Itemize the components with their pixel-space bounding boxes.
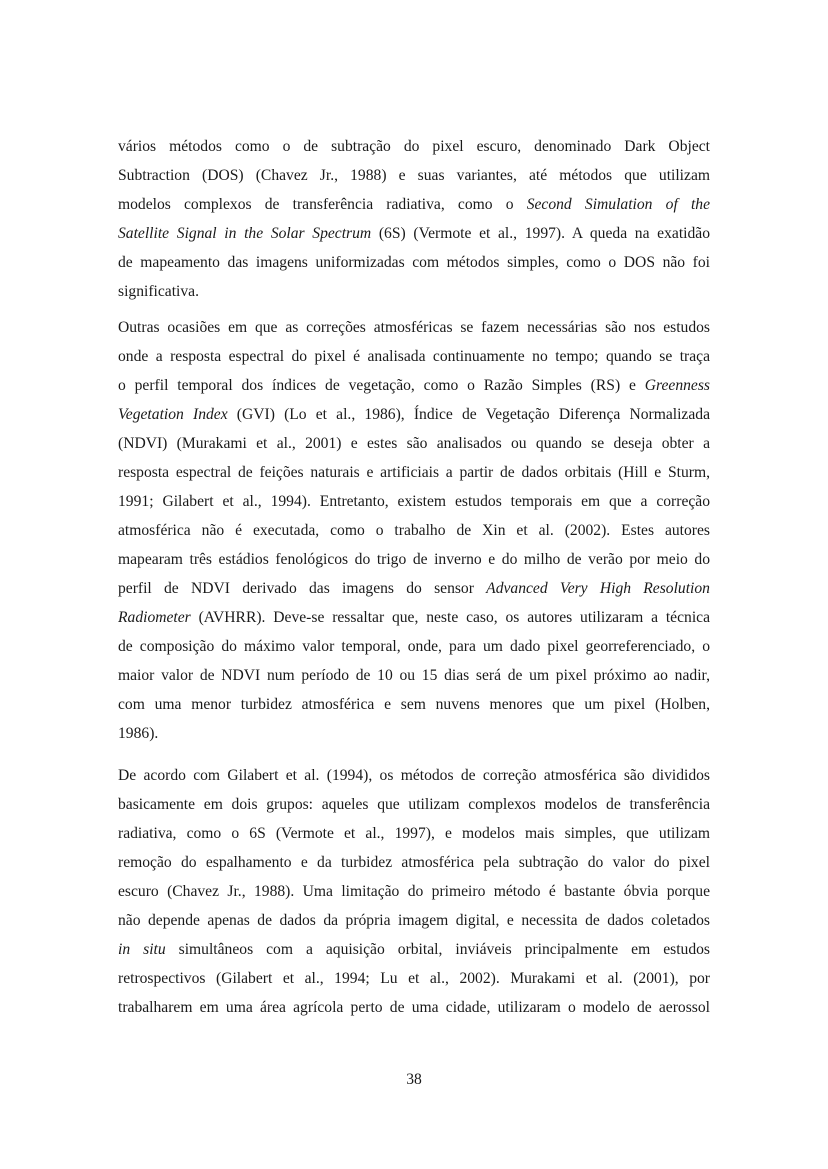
text-segment: 1986).: [118, 725, 159, 742]
italic-text: Second Simulation of the: [526, 196, 710, 213]
text-segment: (AVHRR). Deve-se ressaltar que, neste caso, os autores utilizaram a técnica: [190, 609, 710, 626]
text-segment: radiativa, como o 6S (Vermote et al., 1997), e modelos mais simples, que utilizam: [118, 825, 710, 842]
text-segment: trabalharem em uma área agrícola perto de uma cidade, utilizaram o modelo de aerossol: [118, 999, 710, 1016]
text-segment: resposta espectral de feições naturais e artificiais a partir de dados orbitais (Hill e Sturm,: [118, 464, 710, 481]
text-segment: não depende apenas de dados da própria imagem digital, e necessita de dados coletados: [118, 912, 710, 929]
text-line: [118, 993, 710, 1022]
text-segment: mapearam três estádios fenológicos do trigo de inverno e do milho de verão por meio do: [118, 551, 710, 568]
text-line: [118, 516, 710, 545]
text-line: [118, 219, 710, 248]
text-segment: de composição do máximo valor temporal, onde, para um dado pixel georreferenciado, o: [118, 638, 710, 655]
text-segment: De acordo com Gilabert et al. (1994), os métodos de correção atmosférica são divididos: [118, 767, 710, 784]
text-segment: onde a resposta espectral do pixel é analisada continuamente no tempo; quando se traça: [118, 348, 710, 365]
text-segment: basicamente em dois grupos: aqueles que utilizam complexos modelos de transferência: [118, 796, 710, 813]
text-line: [118, 429, 710, 458]
text-segment: Outras ocasiões em que as correções atmosféricas se fazem necessárias são nos estudos: [118, 319, 710, 336]
text-line: [118, 848, 710, 877]
text-line: [118, 935, 710, 964]
text-segment: vários métodos como o de subtração do pixel escuro, denominado Dark Object: [118, 138, 710, 155]
text-line: [118, 719, 710, 748]
text-line: [118, 132, 710, 161]
text-line: [118, 487, 710, 516]
paragraph-3: [118, 761, 710, 1022]
text-segment: (6S) (Vermote et al., 1997). A queda na exatidão: [371, 225, 710, 242]
text-line: [118, 371, 710, 400]
text-line: [118, 877, 710, 906]
text-segment: simultâneos com a aquisição orbital, inviáveis principalmente em estudos: [165, 941, 710, 958]
text-line: [118, 248, 710, 277]
text-line: [118, 313, 710, 342]
text-line: [118, 661, 710, 690]
text-segment: perfil de NDVI derivado das imagens do sensor: [118, 580, 487, 597]
italic-text: Greenness: [644, 377, 710, 394]
text-segment: modelos complexos de transferência radiativa, como o: [118, 196, 527, 213]
text-line: [118, 342, 710, 371]
text-segment: significativa.: [118, 283, 199, 300]
text-line: [118, 400, 710, 429]
text-segment: remoção do espalhamento e da turbidez atmosférica pela subtração do valor do pixel: [118, 854, 710, 871]
text-line: [118, 632, 710, 661]
text-line: [118, 545, 710, 574]
text-line: [118, 190, 710, 219]
text-line: [118, 574, 710, 603]
text-segment: maior valor de NDVI num período de 10 ou 15 dias será de um pixel próximo ao nadir,: [118, 667, 710, 684]
paragraph-2: [118, 313, 710, 748]
text-line: [118, 819, 710, 848]
text-line: [118, 277, 710, 306]
paragraph-1: [118, 132, 710, 306]
page-number: 38: [406, 1071, 422, 1088]
text-segment: 1991; Gilabert et al., 1994). Entretanto, existem estudos temporais em que a correção: [118, 493, 710, 510]
text-line: [118, 458, 710, 487]
text-segment: (NDVI) (Murakami et al., 2001) e estes são analisados ou quando se deseja obter a: [118, 435, 710, 452]
text-line: [118, 790, 710, 819]
text-segment: o perfil temporal dos índices de vegetação, como o Razão Simples (RS) e: [118, 377, 645, 394]
text-segment: atmosférica não é executada, como o trabalho de Xin et al. (2002). Estes autores: [118, 522, 710, 539]
italic-text: Satellite Signal in the Solar Spectrum: [118, 225, 372, 242]
text-segment: Subtraction (DOS) (Chavez Jr., 1988) e suas variantes, até métodos que utilizam: [118, 167, 710, 184]
italic-text: Vegetation Index: [118, 406, 228, 423]
italic-text: in situ: [118, 941, 166, 958]
text-line: [118, 690, 710, 719]
text-line: [118, 603, 710, 632]
text-segment: de mapeamento das imagens uniformizadas com métodos simples, como o DOS não foi: [118, 254, 710, 271]
text-segment: escuro (Chavez Jr., 1988). Uma limitação do primeiro método é bastante óbvia porque: [118, 883, 710, 900]
text-line: [118, 161, 710, 190]
text-segment: (GVI) (Lo et al., 1986), Índice de Vegetação Diferença Normalizada: [227, 406, 710, 423]
text-segment: com uma menor turbidez atmosférica e sem nuvens menores que um pixel (Holben,: [118, 696, 710, 713]
text-line: [118, 906, 710, 935]
italic-text: Advanced Very High Resolution: [486, 580, 710, 597]
italic-text: Radiometer: [118, 609, 191, 626]
text-line: [118, 964, 710, 993]
text-line: [118, 761, 710, 790]
text-segment: retrospectivos (Gilabert et al., 1994; Lu et al., 2002). Murakami et al. (2001), por: [118, 970, 710, 987]
